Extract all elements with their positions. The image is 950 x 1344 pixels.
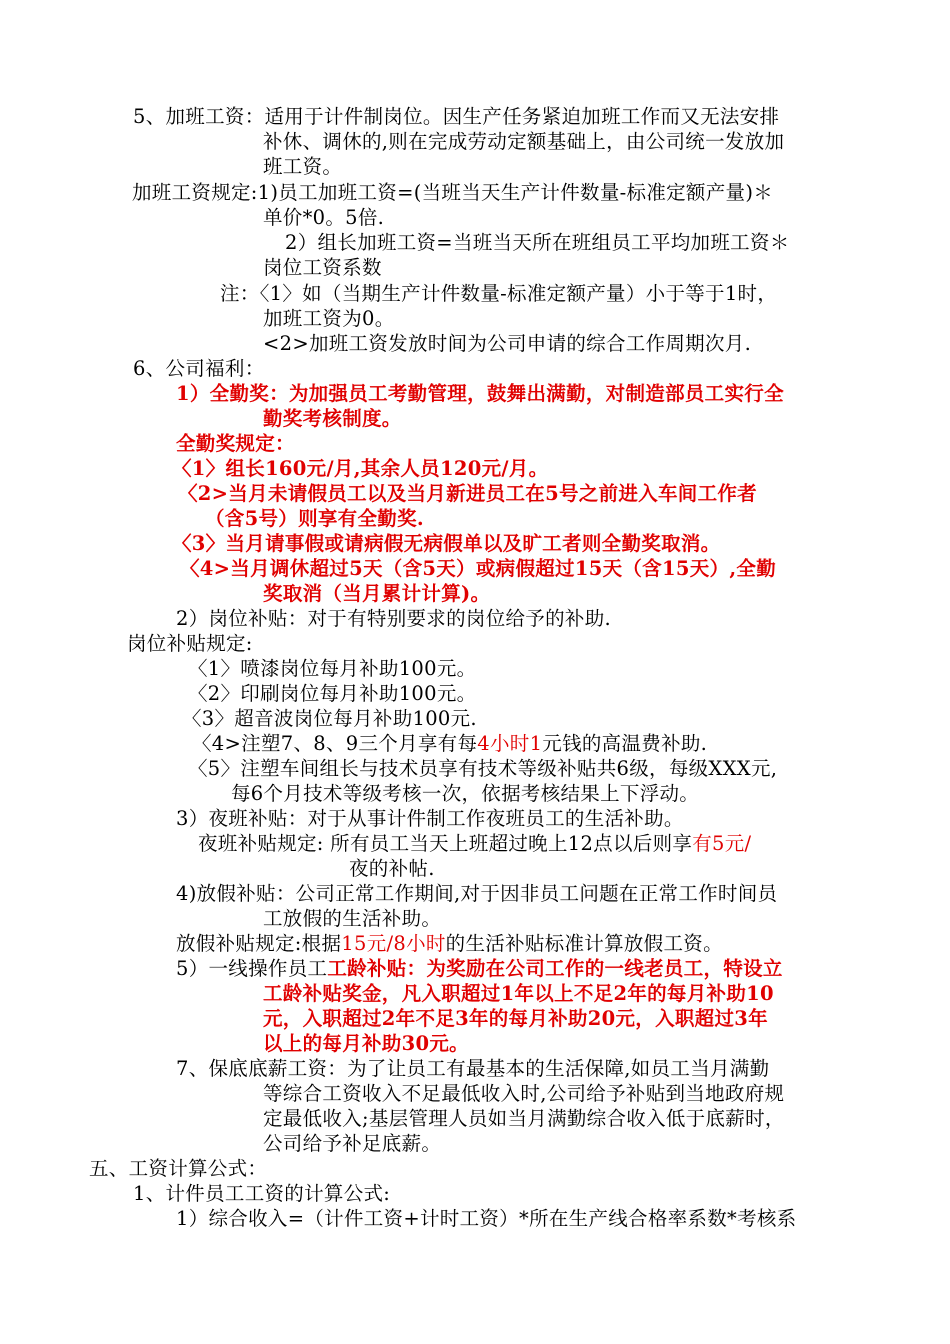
red-text-segment: 15元/8小时 (341, 932, 446, 955)
text-segment: 夜班补贴规定: 所有员工当天上班超过晚上12点以后则享 (198, 832, 693, 855)
red-text-line: 以上的每月补助30元。 (263, 1032, 469, 1055)
text-line: 4)放假补贴：公司正常工作期间,对于因非员工问题在正常工作时间员 (176, 882, 778, 905)
text-line: 3）夜班补贴：对于从事计件制工作夜班员工的生活补助。 (176, 807, 684, 830)
text-line: 公司给予补足底薪。 (263, 1132, 442, 1155)
red-text-segment: 有5元/ (692, 832, 752, 855)
text-line (198, 831, 751, 856)
section-heading: 6、公司福利： (133, 357, 265, 380)
text-line: 定最低收入;基层管理人员如当月满勤综合收入低于底薪时， (263, 1107, 785, 1130)
text-line: 补休、调休的,则在完成劳动定额基础上，由公司统一发放加 (263, 130, 785, 153)
red-text-line: 奖取消（当月累计计算)。 (263, 582, 491, 605)
text-line: 1）综合收入=（计件工资+计时工资）*所在生产线合格率系数*考核系 (176, 1207, 797, 1230)
text-line: 7、保底底薪工资：为了让员工有最基本的生活保障,如员工当月满勤 (176, 1057, 770, 1080)
text-line: 岗位工资系数 (263, 256, 382, 279)
text-line: 2）组长加班工资=当班当天所在班组员工平均加班工资＊ (285, 231, 790, 254)
text-line: 每6个月技术等级考核一次，依据考核结果上下浮动。 (231, 782, 700, 805)
text-line: 等综合工资收入不足最低收入时,公司给予补贴到当地政府规 (263, 1082, 785, 1105)
red-text-line: 工龄补贴奖金，凡入职超过1年以上不足2年的每月补助10 (263, 982, 774, 1005)
text-segment: 元钱的高温费补助. (542, 732, 708, 755)
red-text-line: 〈4>当月调休超过5天（含5天）或病假超过15天（含15天）,全勤 (180, 557, 777, 580)
red-text-line: （含5号）则享有全勤奖. (205, 507, 424, 530)
red-text-line: 勤奖考核制度。 (263, 407, 402, 430)
text-line: 加班工资规定:1)员工加班工资=(当班当天生产计件数量-标准定额产量)＊ (132, 181, 774, 204)
red-text-line: 全勤奖规定： (176, 432, 295, 455)
text-line (176, 931, 723, 956)
list-item (192, 731, 707, 756)
list-item: 〈5〉注塑车间组长与技术员享有技术等级补贴共6级，每级XXX元, (188, 757, 778, 780)
text-line: 夜的补帖. (349, 857, 435, 880)
note-line: 注：〈1〉如（当期生产计件数量-标准定额产量）小于等于1时， (220, 282, 778, 305)
text-line: 1、计件员工工资的计算公式: (133, 1182, 391, 1205)
list-item: 〈2〉印刷岗位每月补助100元。 (188, 682, 477, 705)
text-line: <2>加班工资发放时间为公司申请的综合工作周期次月. (263, 332, 752, 355)
red-text-line: 元，入职超过2年不足3年的每月补助20元，入职超过3年 (263, 1007, 768, 1030)
red-text-segment: 工龄补贴：为奖励在公司工作的一线老员工，特设立 (327, 957, 783, 980)
text-segment: 放假补贴规定:根据 (176, 932, 342, 955)
red-text-line: 〈3〉当月请事假或请病假无病假单以及旷工者则全勤奖取消。 (172, 532, 721, 555)
text-segment: 〈4>注塑7、8、9三个月享有每 (192, 732, 478, 755)
section-heading: 五、工资计算公式： (89, 1157, 268, 1180)
section-heading: 岗位补贴规定: (127, 632, 253, 655)
text-line: 工放假的生活补助。 (263, 907, 442, 930)
list-item: 〈1〉喷漆岗位每月补助100元。 (188, 657, 477, 680)
text-segment: 的生活补贴标准计算放假工资。 (445, 932, 723, 955)
text-segment: 5）一线操作员工 (176, 957, 328, 980)
text-line: 加班工资为0。 (263, 307, 395, 330)
red-text-line: 〈1〉组长160元/月,其余人员120元/月。 (172, 457, 549, 480)
text-line (176, 956, 783, 981)
text-line: 5、加班工资：适用于计件制岗位。因生产任务紧迫加班工作而又无法安排 (133, 105, 780, 128)
red-text-line: 〈2>当月未请假员工以及当月新进员工在5号之前进入车间工作者 (178, 482, 757, 505)
text-line: 班工资。 (263, 155, 343, 178)
text-line: 单价*0。5倍. (263, 206, 385, 229)
list-item: 〈3〉超音波岗位每月补助100元. (182, 707, 477, 730)
red-text-line: 1）全勤奖：为加强员工考勤管理，鼓舞出满勤，对制造部员工实行全 (176, 382, 784, 405)
red-text-segment: 4小时1 (477, 732, 543, 755)
text-line: 2）岗位补贴：对于有特别要求的岗位给予的补助. (176, 607, 612, 630)
